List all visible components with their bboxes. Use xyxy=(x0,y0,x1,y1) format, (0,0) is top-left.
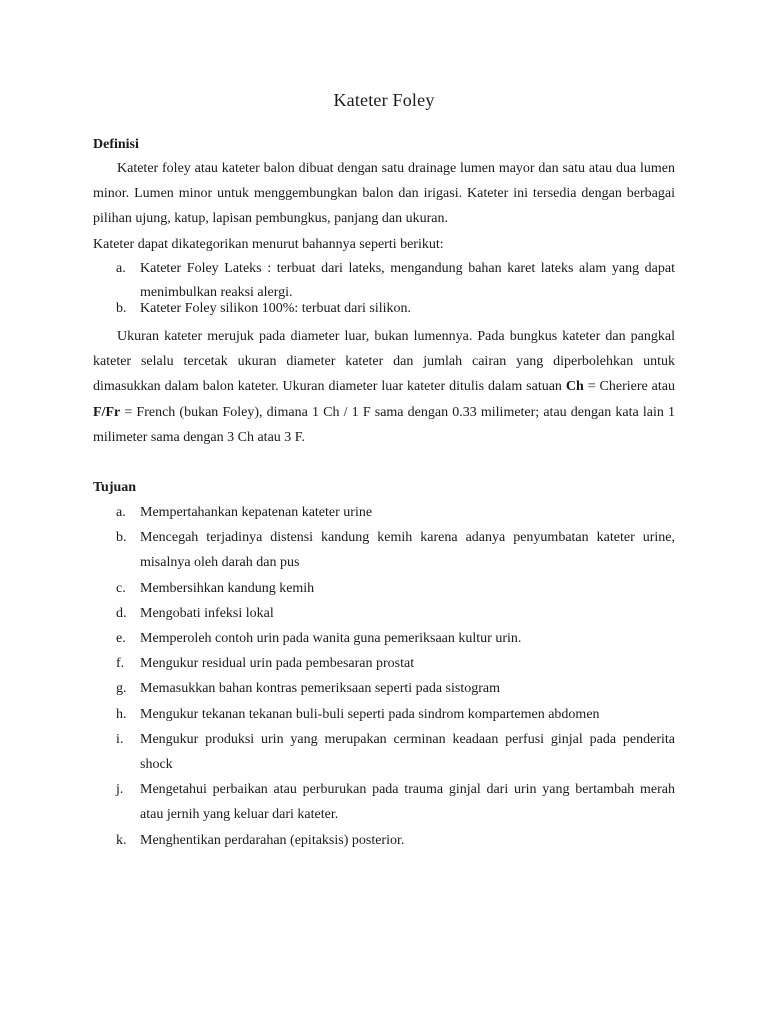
list-item xyxy=(93,601,675,626)
list-marker: f. xyxy=(116,656,125,672)
list-item xyxy=(93,702,675,727)
heading-tujuan: Tujuan xyxy=(93,480,137,495)
list-item-text: Memperoleh contoh urin pada wanita guna pemeriksaan kultur urin. xyxy=(140,631,522,647)
list-marker: i. xyxy=(116,731,124,747)
list-item-text: Mengetahui perbaikan atau perburukan pada trauma ginjal dari urin yang bertambah merah atau jernih yang keluar dari kateter. xyxy=(140,782,675,823)
list-item xyxy=(93,828,675,853)
list-marker: h. xyxy=(116,706,127,722)
page-title: Kateter Foley xyxy=(333,90,435,110)
list-marker: b. xyxy=(116,530,127,546)
list-item-text: Membersihkan kandung kemih xyxy=(140,580,315,596)
list-marker: a. xyxy=(116,261,126,276)
tujuan-list xyxy=(93,500,675,853)
list-item-text: Mengukur tekanan tekanan buli-buli seperti pada sindrom kompartemen abdomen xyxy=(140,706,600,722)
list-item xyxy=(93,777,675,827)
list-item xyxy=(93,300,675,318)
heading-definisi: Definisi xyxy=(93,137,139,152)
list-item-text: Kateter Foley silikon 100%: terbuat dari silikon. xyxy=(140,301,412,316)
ukuran-text-3: = French (bukan Foley), dimana 1 Ch / 1 F sama dengan 0.33 milimeter; atau dengan kata lain 1 milimeter sama dengan 3 Ch atau 3 F. xyxy=(93,404,675,445)
list-item-text: Mempertahankan kepatenan kateter urine xyxy=(140,505,373,520)
list-marker: d. xyxy=(116,605,127,621)
list-item-text: Menghentikan perdarahan (epitaksis) posterior. xyxy=(140,832,405,848)
list-marker: g. xyxy=(116,681,127,697)
unit-ch: Ch xyxy=(565,379,584,395)
list-item xyxy=(93,676,675,701)
list-item-text: Mengukur residual urin pada pembesaran prostat xyxy=(140,656,415,672)
definisi-paragraph: Kateter foley atau kateter balon dibuat dengan satu drainage lumen mayor dan satu atau dua lumen minor. Lumen minor untuk menggembungkan balon dan irigasi. Kateter ini tersedia dengan berbagai pilihan ujung, katup, lapisan pembungkus, panjang dan ukuran. xyxy=(93,161,675,227)
list-item xyxy=(93,257,675,305)
list-item xyxy=(93,727,675,777)
ukuran-text-2: = Cheriere atau xyxy=(583,379,675,395)
list-marker: j. xyxy=(116,782,124,798)
kategori-intro: Kateter dapat dikategorikan menurut bahannya seperti berikut: xyxy=(93,237,444,252)
list-marker: a. xyxy=(116,505,126,520)
list-marker: k. xyxy=(116,832,127,848)
list-marker: b. xyxy=(116,301,127,316)
list-item xyxy=(93,525,675,575)
list-item-text: Mengobati infeksi lokal xyxy=(140,605,274,621)
list-marker: e. xyxy=(116,631,126,647)
list-item-text: Mencegah terjadinya distensi kandung kemih karena adanya penyumbatan kateter urine, misalnya oleh darah dan pus xyxy=(140,530,675,571)
list-item-text: Memasukkan bahan kontras pemeriksaan seperti pada sistogram xyxy=(140,681,501,697)
list-marker: c. xyxy=(116,580,126,596)
ukuran-text-1: Ukuran kateter merujuk pada diameter luar, bukan lumennya. Pada bungkus kateter dan pangkal kateter selalu tercetak ukuran diameter kateter dan jumlah cairan yang diperbolehkan untuk dimasukkan dalam balon kateter. Ukuran diameter luar kateter ditulis dalam satuan xyxy=(93,329,675,395)
list-item xyxy=(93,500,675,525)
unit-ffr: F/Fr xyxy=(93,404,121,420)
list-item xyxy=(93,576,675,601)
ukuran-paragraph xyxy=(93,324,675,450)
list-item-text: Kateter Foley Lateks : terbuat dari lateks, mengandung bahan karet lateks alam yang dapat menimbulkan reaksi alergi. xyxy=(140,261,675,300)
list-item xyxy=(93,651,675,676)
list-item xyxy=(93,626,675,651)
kategori-list xyxy=(93,257,675,318)
list-item-text: Mengukur produksi urin yang merupakan cerminan keadaan perfusi ginjal pada penderita shock xyxy=(140,731,675,773)
